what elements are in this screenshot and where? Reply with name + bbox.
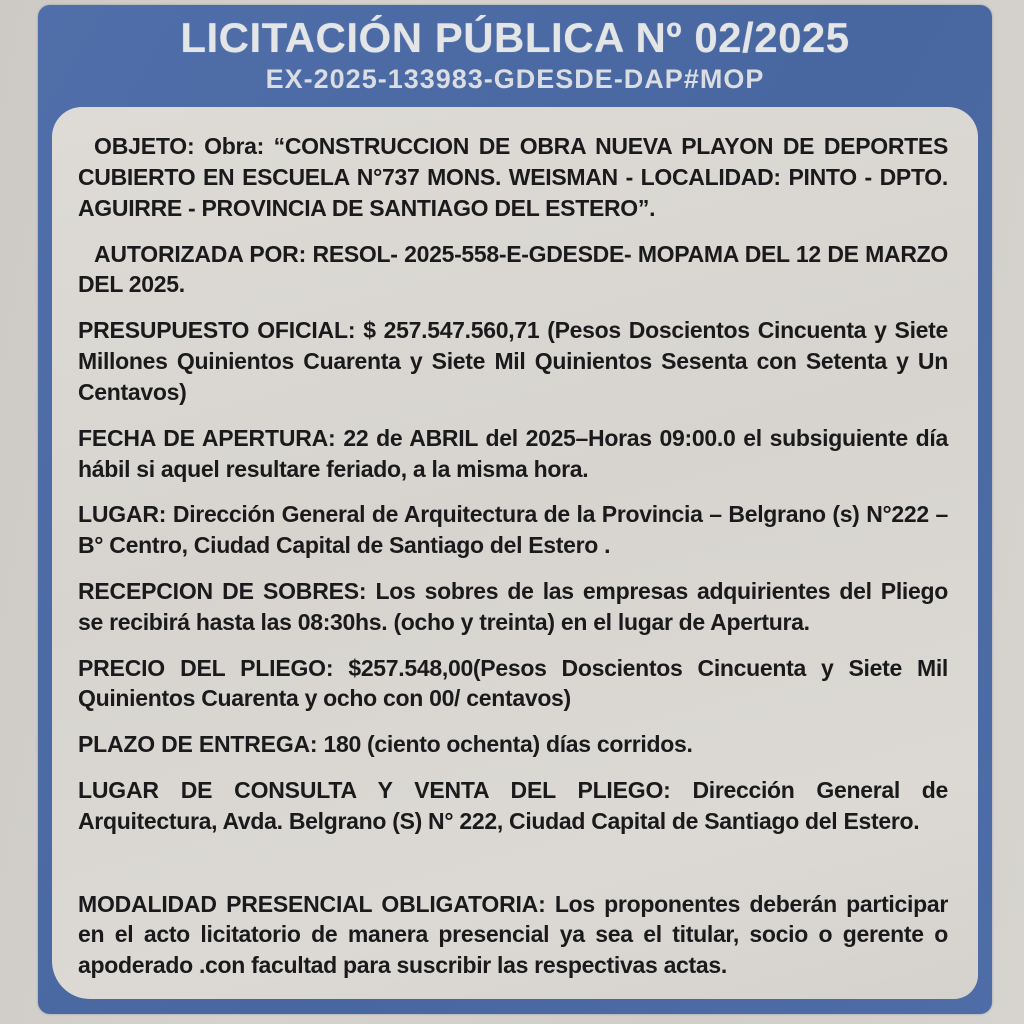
section-modalidad-presencial-text: Los proponentes deberán participar en el acto licitatorio de manera presencial ya sea el titular, socio o gerente o apoderado .con facultad para suscribir las respectivas actas. xyxy=(78,890,948,979)
section-lugar-label: LUGAR: xyxy=(78,501,167,528)
section-objeto xyxy=(78,131,948,223)
notice-file-number: EX-2025-133983-GDESDE-DAP#MOP xyxy=(265,64,765,95)
section-autorizada-por xyxy=(78,239,948,301)
section-autorizada-por-text: RESOL- 2025-558-E-GDESDE- MOPAMA DEL 12 DE MARZO DEL 2025. xyxy=(78,240,948,298)
section-lugar-consulta-venta-label: LUGAR DE CONSULTA Y VENTA DEL PLIEGO: xyxy=(78,777,671,803)
notice-title: LICITACIÓN PÚBLICA Nº 02/2025 xyxy=(180,14,850,61)
section-lugar-consulta-venta xyxy=(78,775,948,837)
section-fecha-apertura-label: FECHA DE APERTURA: xyxy=(78,424,336,451)
section-recepcion-sobres-label: RECEPCION DE SOBRES: xyxy=(78,577,367,604)
section-precio-pliego-text: $257.548,00(Pesos Doscientos Cincuenta y Siete Mil Quinientos Cuarenta y ocho con 00/ centavos) xyxy=(78,654,948,712)
section-precio-pliego-label: PRECIO DEL PLIEGO: xyxy=(78,654,334,681)
notice-header xyxy=(38,5,992,101)
section-presupuesto-oficial xyxy=(78,315,948,407)
section-lugar xyxy=(78,499,948,561)
section-presupuesto-oficial-text: $ 257.547.560,71 (Pesos Doscientos Cincuenta y Siete Millones Quinientos Cuarenta y Siete Mil Quinientos Sesenta con Setenta y Un Centavos) xyxy=(78,317,948,405)
section-plazo-entrega xyxy=(78,729,948,760)
section-fecha-apertura xyxy=(78,423,948,485)
section-objeto-label: OBJETO: xyxy=(94,133,195,160)
section-recepcion-sobres xyxy=(78,576,948,638)
section-plazo-entrega-text: 180 (ciento ochenta) días corridos. xyxy=(323,731,693,758)
section-plazo-entrega-label: PLAZO DE ENTREGA: xyxy=(78,731,318,758)
section-modalidad-presencial-label: MODALIDAD PRESENCIAL OBLIGATORIA: xyxy=(78,890,546,917)
notice-body xyxy=(52,107,978,999)
section-objeto-text: Obra: “CONSTRUCCION DE OBRA NUEVA PLAYON DE DEPORTES CUBIERTO EN ESCUELA N°737 MONS. WEISMAN - LOCALIDAD: PINTO - DPTO. AGUIRRE - PROVINCIA DE SANTIAGO DEL ESTERO”. xyxy=(78,133,948,221)
section-lugar-text: Dirección General de Arquitectura de la Provincia – Belgrano (s) N°222 – B° Centro, Ciudad Capital de Santiago del Estero . xyxy=(78,501,949,559)
section-lugar-consulta-venta-text: Dirección General de Arquitectura, Avda. Belgrano (S) N° 222, Ciudad Capital de Santiago del Estero. xyxy=(78,777,948,834)
section-modalidad-presencial xyxy=(78,889,948,981)
section-fecha-apertura-text: 22 de ABRIL del 2025–Horas 09:00.0 el subsiguiente día hábil si aquel resultare feriado, a la misma hora. xyxy=(78,424,949,482)
section-autorizada-por-label: AUTORIZADA POR: xyxy=(94,240,307,267)
tender-notice-frame xyxy=(38,5,992,1014)
section-recepcion-sobres-text: Los sobres de las empresas adquirientes del Pliego se recibirá hasta las 08:30hs. (ocho y treinta) en el lugar de Apertura. xyxy=(78,577,949,635)
section-precio-pliego xyxy=(78,653,948,715)
section-presupuesto-oficial-label: PRESUPUESTO OFICIAL: xyxy=(78,317,356,344)
